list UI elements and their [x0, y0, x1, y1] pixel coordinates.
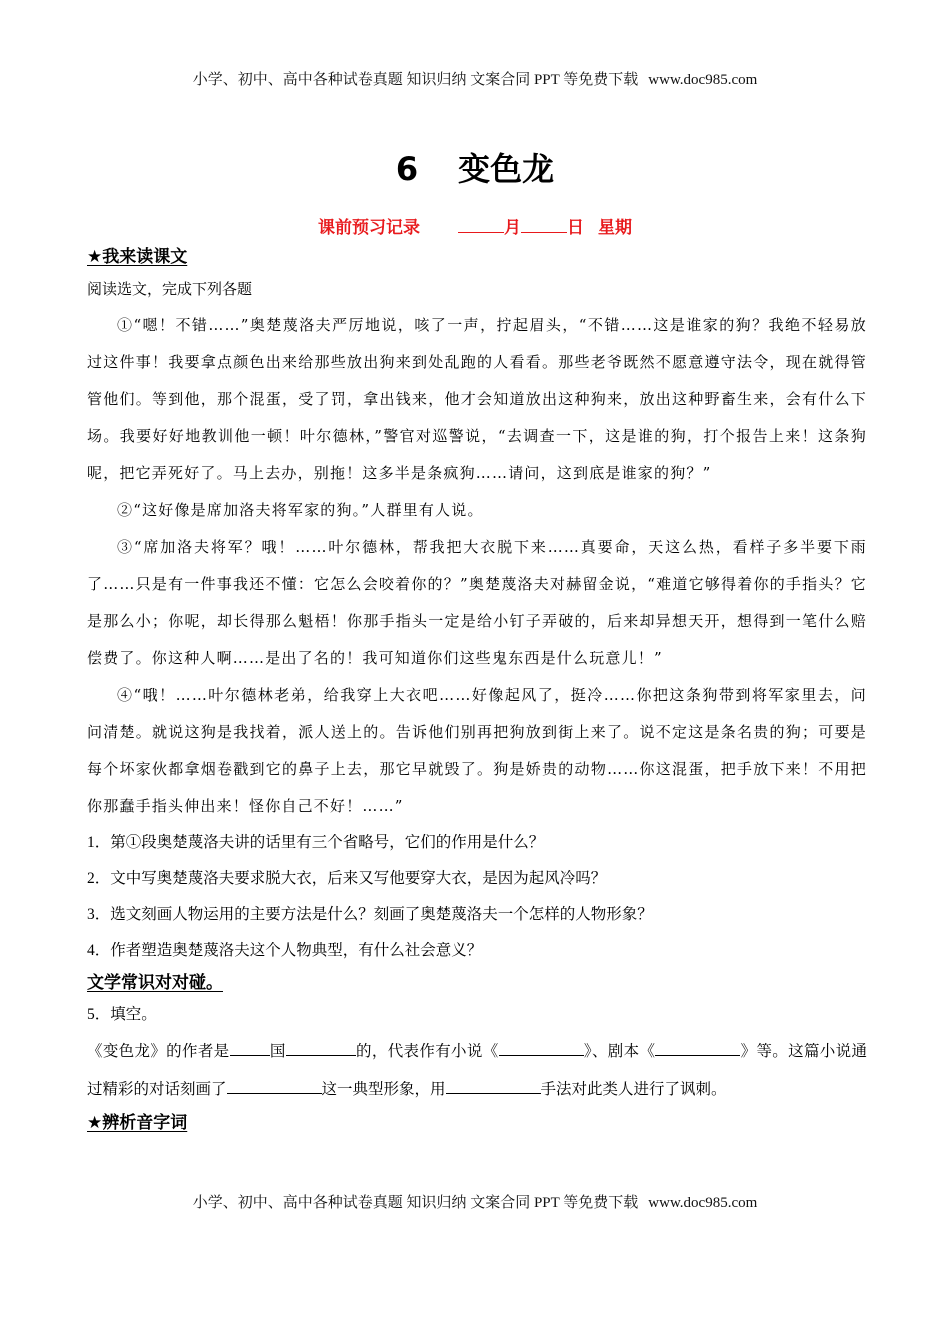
question-3: 3．选文刻画人物运用的主要方法是什么？刻画了奥楚蔑洛夫一个怎样的人物形象？ [87, 906, 653, 923]
month-label: 月 [504, 218, 521, 238]
lesson-number: 6 [395, 150, 419, 188]
fill-text-7: 手法对此类人进行了讽刺。 [540, 1081, 727, 1098]
passage-paragraph-1: ①“嗯！不错……”奥楚蔑洛夫严厉地说，咳了一声，拧起眉头，“不错……这是谁家的狗？我绝不轻易放过这件事！我要拿点颜色出来给那些放出狗来到处乱跑的人看看。那些老爷既然不愿意遵守法令，现在就得管管他们。等到他，那个混蛋，受了罚，拿出钱来，他才会知道放出这种狗来，放出这种野畜生来，会有什么下场。我要好好地教训他一顿！叶尔德林，”警官对巡警说，“去调查一下，这是谁的狗，打个报告上来！这条狗呢，把它弄死好了。马上去办，别拖！这多半是条疯狗……请问，这到底是谁家的狗？” [87, 316, 867, 482]
weekday-label: 星期 [598, 218, 632, 238]
fill-in-paragraph [87, 1033, 867, 1109]
question-1: 1．第①段奥楚蔑洛夫讲的话里有三个省略号，它们的作用是什么？ [87, 834, 545, 851]
fill-text-6: 这一典型形象，用 [321, 1081, 446, 1098]
day-label: 日 [567, 218, 584, 238]
fill-text-1: 《变色龙》的作者是 [87, 1043, 230, 1060]
lesson-title [0, 144, 950, 190]
country-blank[interactable] [230, 1041, 270, 1056]
day-blank[interactable] [521, 216, 567, 233]
question-2: 2．文中写奥楚蔑洛夫要求脱大衣，后来又写他要穿大衣，是因为起风冷吗？ [87, 870, 607, 887]
question-5: 5．填空。 [87, 1006, 157, 1023]
section-heading-reading: ★我来读课文 [87, 247, 188, 267]
question-4: 4．作者塑造奥楚蔑洛夫这个人物典型，有什么社会意义？ [87, 942, 483, 959]
footer-url[interactable]: www.doc985.com [648, 1195, 758, 1211]
play-blank[interactable] [655, 1041, 740, 1056]
month-blank[interactable] [458, 216, 504, 233]
author-blank[interactable] [286, 1041, 356, 1056]
lesson-title-text: 变色龙 [458, 150, 555, 188]
fill-text-2: 国 [269, 1043, 286, 1060]
fill-text-5: 》等。这篇小说通过精彩的对话刻画了 [87, 1043, 867, 1098]
document-body [87, 243, 867, 1137]
section-heading-literature: 文学常识对对碰。 [87, 973, 223, 993]
character-blank[interactable] [227, 1079, 322, 1094]
reading-instruction: 阅读选文，完成下列各题 [87, 280, 253, 298]
page-header [0, 68, 950, 89]
passage-paragraph-4: ④“哦！……叶尔德林老弟，给我穿上大衣吧……好像起风了，挺冷……你把这条狗带到将军家里去，问问清楚。就说这狗是我找着，派人送上的。告诉他们别再把狗放到街上来了。说不定这是条名贵的狗；可要是每个坏家伙都拿烟卷戳到它的鼻子上去，那它早就毁了。狗是娇贵的动物……你这混蛋，把手放下来！不用把你那蠢手指头伸出来！怪你自己不好！……” [87, 686, 867, 815]
novel-blank[interactable] [499, 1041, 584, 1056]
preview-label: 课前预习记录 [318, 218, 420, 238]
header-text: 小学、初中、高中各种试卷真题 知识归纳 文案合同 PPT 等免费下载 [192, 72, 639, 88]
passage-paragraph-2: ②“这好像是席加洛夫将军家的狗。”人群里有人说。 [117, 501, 484, 519]
fill-text-3: 的，代表作有小说《 [355, 1043, 499, 1060]
header-url[interactable]: www.doc985.com [648, 72, 758, 88]
technique-blank[interactable] [446, 1079, 541, 1094]
preview-record-line [0, 213, 950, 238]
passage-paragraph-3: ③“席加洛夫将军？哦！……叶尔德林，帮我把大衣脱下来……真要命，天这么热，看样子多半要下雨了……只是有一件事我还不懂：它怎么会咬着你的？”奥楚蔑洛夫对赫留金说，“难道它够得着你的手指头？它是那么小；你呢，却长得那么魁梧！你那手指头一定是给小钉子弄破的，后来却异想天开，想得到一笔什么赔偿费了。你这种人啊……是出了名的！我可知道你们这些鬼东西是什么玩意儿！” [87, 538, 867, 667]
fill-text-4: 》、剧本《 [583, 1043, 656, 1060]
section-heading-words: ★辨析音字词 [87, 1113, 188, 1133]
page-footer [0, 1191, 950, 1212]
footer-text: 小学、初中、高中各种试卷真题 知识归纳 文案合同 PPT 等免费下载 [192, 1195, 639, 1211]
